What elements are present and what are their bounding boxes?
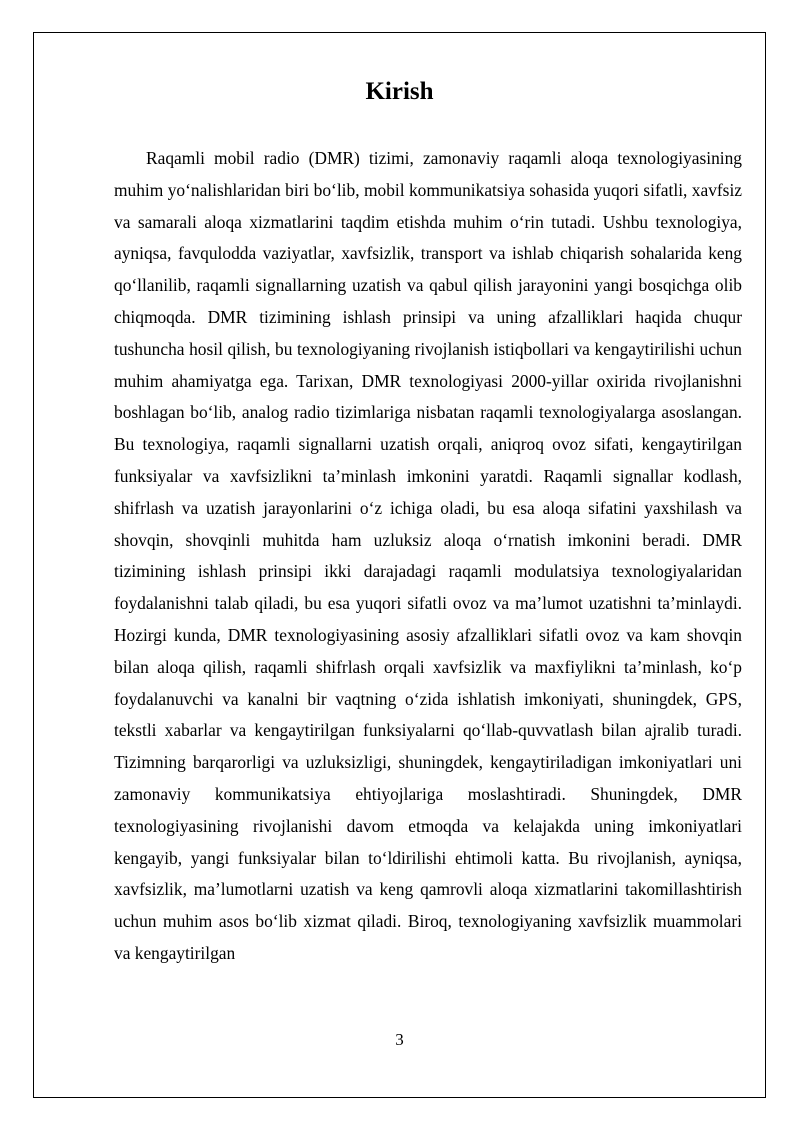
page-title: Kirish [365,78,434,105]
page-number: 3 [395,1030,404,1049]
body-paragraph: Raqamli mobil radio (DMR) tizimi, zamonaviy raqamli aloqa texnologiyasining muhim yo‘nalishlaridan biri bo‘lib, mobil kommunikatsiya sohasida yuqori sifatli, xavfsiz va samarali aloqa xizmatlarini taqdim etishda muhim o‘rin tutadi. Ushbu texnologiya, ayniqsa, favqulodda vaziyatlar, xavfsizlik, transport va ishlab chiqarish sohalarida keng qo‘llanilib, raqamli signallarning uzatish va qabul qilish jarayonini yangi bosqichga olib chiqmoqda. DMR tizimining ishlash prinsipi va uning afzalliklari haqida chuqur tushuncha hosil qilish, bu texnologiyaning rivojlanish istiqbollari va kengaytirilishi uchun muhim ahamiyatga ega. Tarixan, DMR texnologiyasi 2000-yillar oxirida rivojlanishni boshlagan bo‘lib, analog radio tizimlariga nisbatan raqamli texnologiyalarga asoslangan. Bu texnologiya, raqamli signallarni uzatish orqali, aniqroq ovoz sifati, kengaytirilgan funksiyalar va xavfsizlikni ta’minlash imkonini yaratdi. Raqamli signallar kodlash, shifrlash va uzatish jarayonlarini o‘z ichiga oladi, bu esa aloqa sifatini yaxshilash va shovqin, shovqinli muhitda ham uzluksiz aloqa o‘rnatish imkonini beradi. DMR tizimining ishlash prinsipi ikki darajadagi raqamli modulatsiya texnologiyalaridan foydalanishni talab qiladi, bu esa yuqori sifatli ovoz va ma’lumot uzatishni ta’minlaydi. Hozirgi kunda, DMR texnologiyasining asosiy afzalliklari sifatli ovoz va kam shovqin bilan aloqa qilish, raqamli shifrlash orqali xavfsizlik va maxfiylikni ta’minlash, ko‘p foydalanuvchi va kanalni bir vaqtning o‘zida ishlatish imkoniyati, shuningdek, GPS, tekstli xabarlar va kengaytirilgan funksiyalarni qo‘llab-quvvatlash bilan ajralib turadi. Tizimning barqarorligi va uzluksizligi, shuningdek, kengaytiriladigan imkoniyatlari uni zamonaviy kommunikatsiya ehtiyojlariga moslashtiradi. Shuningdek, DMR texnologiyasining rivojlanishi davom etmoqda va kelajakda uning imkoniyatlari kengayib, yangi funksiyalar bilan to‘ldirilishi ehtimoli katta. Bu rivojlanish, ayniqsa, xavfsizlik, ma’lumotlarni uzatish va keng qamrovli aloqa xizmatlarini takomillashtirish uchun muhim asos bo‘lib xizmat qiladi. Biroq, texnologiyaning xavfsizlik muammolari va kengaytirilgan [114,148,742,963]
